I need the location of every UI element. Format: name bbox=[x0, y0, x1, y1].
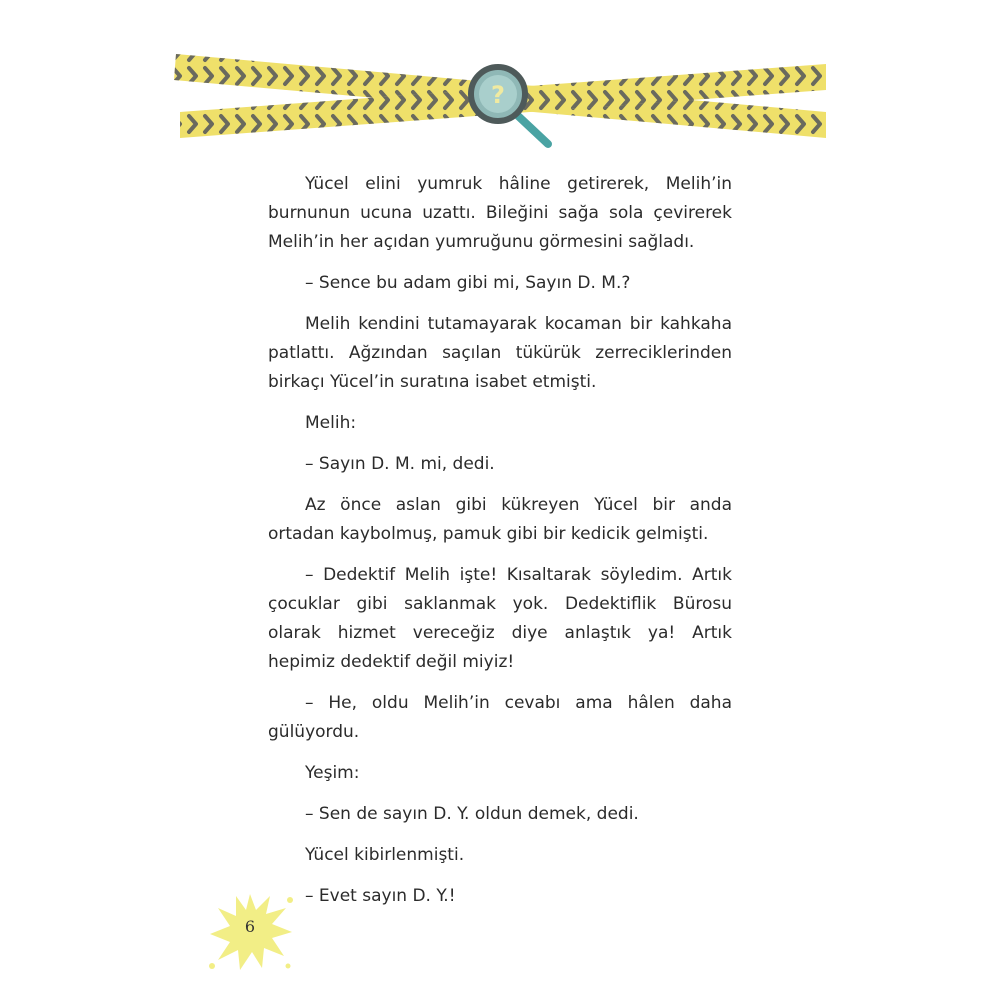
paragraph: Melih kendini tutamayarak kocaman bir kahkaha patlattı. Ağzından saçılan tükürük zerreciklerinden birkaçı Yücel’in suratına isabet etmişti. bbox=[268, 314, 732, 392]
svg-text:?: ? bbox=[491, 81, 505, 109]
paragraph: – Dedektif Melih işte! Kısaltarak söyledim. Artık çocuklar gibi saklanmak yok. Dedektiflik Bürosu olarak hizmet vereceğiz diye anlaştık ya! Artık hepimiz dedektif değil miyiz! bbox=[268, 565, 732, 672]
paragraph: Yücel kibirlenmişti. bbox=[305, 845, 465, 865]
paragraph: – Sayın D. M. mi, dedi. bbox=[305, 454, 495, 474]
paragraph: – Sence bu adam gibi mi, Sayın D. M.? bbox=[305, 273, 631, 293]
page-number: 6 bbox=[244, 917, 256, 936]
story-text bbox=[268, 170, 732, 923]
paragraph: Yücel elini yumruk hâline getirerek, Melih’in burnunun ucuna uzattı. Bileğini sağa sola çevirerek Melih’in her açıdan yumruğunu görmesini sağladı. bbox=[268, 174, 732, 252]
paragraph: – Sen de sayın D. Y. oldun demek, dedi. bbox=[305, 804, 639, 824]
paragraph: Az önce aslan gibi kükreyen Yücel bir anda ortadan kaybolmuş, pamuk gibi bir kedicik gelmişti. bbox=[268, 495, 732, 544]
paragraph: Yeşim: bbox=[305, 763, 360, 783]
caution-tape-header bbox=[170, 40, 830, 160]
paragraph: – He, oldu Melih’in cevabı ama hâlen daha gülüyordu. bbox=[268, 693, 732, 742]
paragraph: Melih: bbox=[305, 413, 357, 433]
paragraph: – Evet sayın D. Y.! bbox=[305, 886, 456, 906]
